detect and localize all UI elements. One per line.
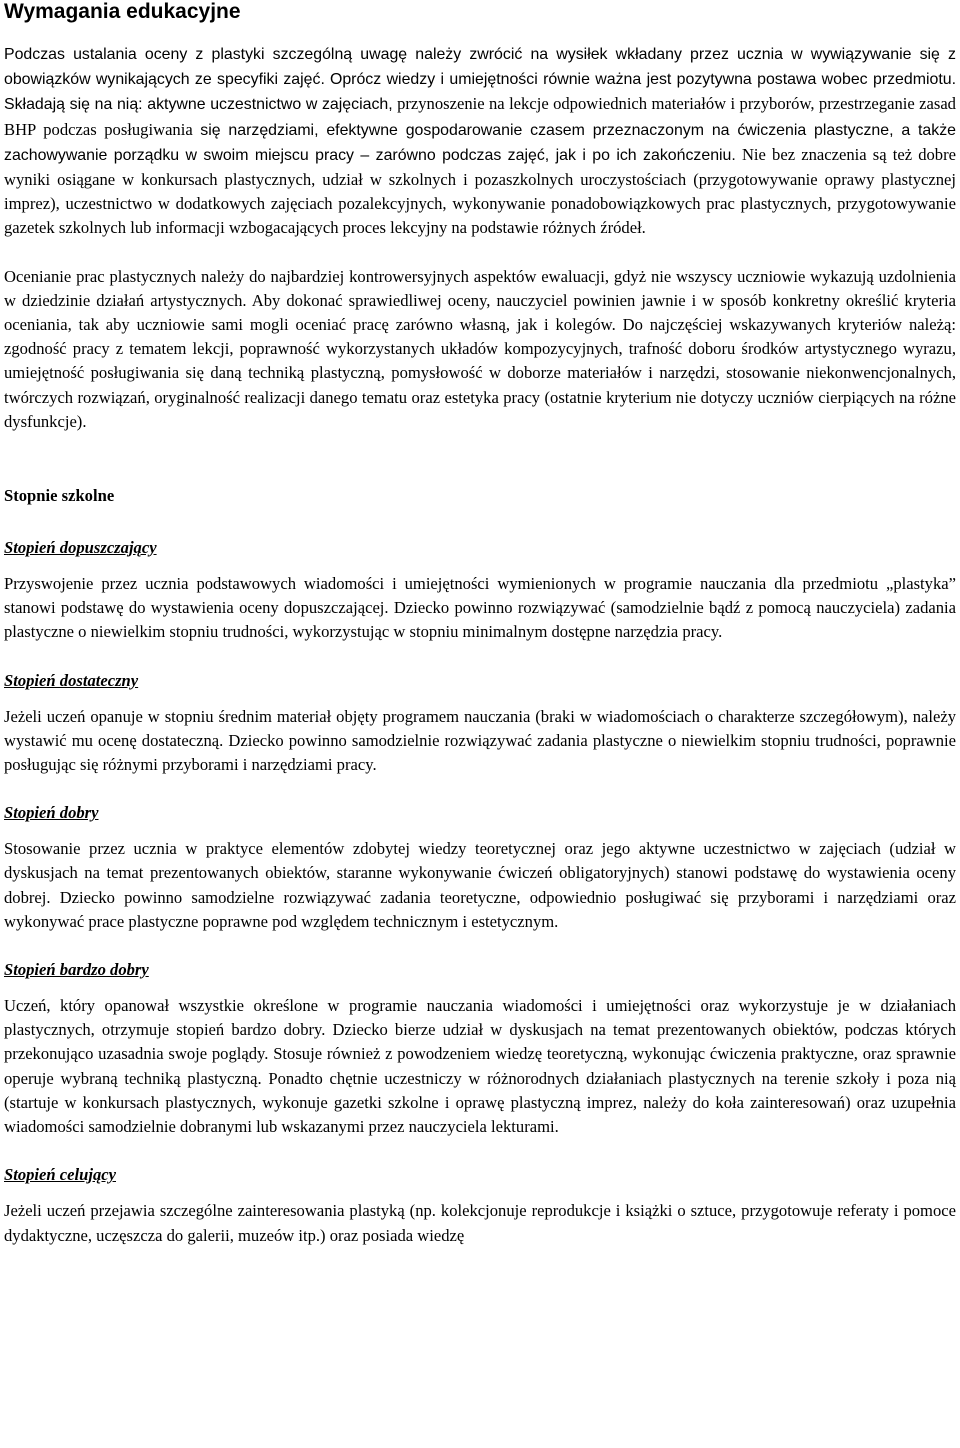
page-title: Wymagania edukacyjne [4,0,241,23]
grades-heading: Stopnie szkolne [4,486,115,506]
grade-description: Jeżeli uczeń opanuje w stopniu średnim materiał objęty programem nauczania (braki w wiadomościach o charakterze szczegółowym), należy wystawić mu ocenę dostateczną. Dziecko powinno samodzielnie rozwiązywać zadania plastyczne o niewielkim stopniu trudności, poprawnie posługując się różnymi przyborami i narzędziami pracy. [4,706,956,775]
spacer [4,645,956,669]
intro-sentence-3: Składają się na nią: aktywne uczestnictwo w zajęciach, [4,96,393,114]
spacer [4,560,956,572]
grade-description: Przyswojenie przez ucznia podstawowych wiadomości i umiejętności wymienionych w programie nauczania dla przedmiotu „plastyka” stanowi podstawę do wystawienia oceny dopuszczającej. Dziecko powinno rozwiązywać (samodzielnie bądź z pomocą nauczyciela) zadania plastyczne o niewielkim stopniu trudności, wykorzystując w stopniu minimalnym dostępne narzędzia pracy. [4,574,956,642]
spacer [4,241,956,265]
grade-section-celujacy [4,1163,956,1247]
spacer [4,777,956,801]
grade-section-bardzo-dobry [4,958,956,1139]
grade-description: Uczeń, który opanował wszystkie określone w programie nauczania wiadomości i umiejętności oraz wykorzystuje je w działaniach plastycznych, otrzymuje stopień bardzo dobry. Dziecko bierze udział w dyskusjach na temat prezentowanych obiektów, podczas których przekonująco uzasadnia swoje poglądy. Stosuje również z powodzeniem wiedzę teoretyczną, wykonując ćwiczenia praktyczne, oraz sprawnie operuje wybraną techniką plastyczną. Ponadto chętnie uczestniczy w różnorodnych działaniach plastycznych na terenie szkoły i poza nią (startuje w konkursach plastycznych, wykonuje gazetki szkolne i oprawę plastyczną imprez, należy do koła zainteresowań) oraz uzupełnia wiadomości samodzielnie dobranymi lub wskazanymi przez nauczyciela lekturami. [4,996,956,1137]
evaluation-paragraph [4,265,956,434]
grade-heading: Stopień dopuszczający [4,538,157,558]
spacer [4,1139,956,1163]
grade-section-dopuszczajacy [4,536,956,645]
document-page [4,0,956,1248]
spacer [4,508,956,536]
evaluation-sentence-1: Ocenianie prac plastycznych należy do najbardziej kontrowersyjnych aspektów ewaluacji, gdyż nie wszyscy uczniowie wykazują uzdolnienia w dziedzinie działań artystycznych. [4,266,956,310]
intro-paragraph [4,42,956,241]
spacer [4,1187,956,1199]
spacer [4,934,956,958]
spacer [4,982,956,994]
intro-sentence-5: się narzędziami, efektywne gospodarowanie czasem przeznaczonym na ćwiczenia plastyczne, a także zachowywanie porządku w swoim miejscu pracy – zarówno podczas zajęć, jak i po ich zakończeniu. [4,121,956,164]
grade-section-dobry [4,801,956,934]
spacer [4,825,956,837]
grade-heading: Stopień bardzo dobry [4,960,149,980]
intro-sentence-6: Nie bez znaczenia są też dobre wyniki osiągane w konkursach plastycznych, udział w szkolnych i pozaszkolnych uroczystościach (przygotowywanie oprawy plastycznej imprez), uczestnictwo w dodatkowych zajęciach pozalekcyjnych, wykonywanie ponadobowiązkowych prac plastycznych, przygotowywanie gazetek szkolnych lub informacji wzbogacających proces lekcyjny na podstawie różnych źródeł. [4,144,956,238]
spacer [4,693,956,705]
evaluation-sentence-2: Aby dokonać sprawiedliwej oceny, nauczyciel powinien jawnie i w sposób konkretny określić kryteria oceniania, tak aby uczniowie sami mogli oceniać pracę zarówno własną, jak i kolegów. Do najczęściej wskazywanych kryteriów należą: zgodność pracy z tematem lekcji, poprawność wykorzystanych układów kompozycyjnych, trafność doboru środków artystycznego wyrazu, umiejętność posługiwania się daną techniką plastyczną, pomysłowość w doborze materiałów i narzędzi, stosowanie niekonwencjonalnych, twórczych rozwiązań, oryginalność realizacji danego tematu oraz estetyka pracy (ostatnie kryterium nie dotyczy uczniów cierpiących na różne dysfunkcje). [4,290,957,431]
grade-description: Stosowanie przez ucznia w praktyce elementów zdobytej wiedzy teoretycznej oraz jego aktywne uczestnictwo w zajęciach (udział w dyskusjach na temat prezentowanych obiektów, staranne wykonywanie ćwiczeń obligatoryjnych) stanowi podstawę do wystawienia oceny dobrej. Dziecko powinno samodzielne rozwiązywać zadania teoretyczne, odpowiednio posługiwać się przyborami i narzędziami oraz wykonywać prace plastyczne poprawne pod względem technicznym i estetycznym. [4,839,956,931]
spacer [4,24,956,42]
intro-sentence-4: przynoszenie na lekcje odpowiednich materiałów i przyborów, przestrzeganie zasad BHP podczas posługiwania [4,94,956,139]
grade-heading: Stopień dostateczny [4,670,139,690]
grade-description: Jeżeli uczeń przejawia szczególne zainteresowania plastyką (np. kolekcjonuje reprodukcje i książki o sztuce, przygotowuje referaty i pomoce dydaktyczne, uczęszcza do galerii, muzeów itp.) oraz posiada wiedzę [4,1201,956,1245]
intro-sentence-1: Podczas ustalania oceny z plastyki szczególną uwagę należy zwrócić na wysiłek wkładany przez ucznia w wywiązywanie się z obowiązków wynikających ze specyfiki zajęć. [4,46,956,89]
grade-section-dostateczny [4,669,956,778]
spacer [4,434,956,484]
grade-heading: Stopień celujący [4,1165,116,1185]
grade-heading: Stopień dobry [4,803,99,823]
intro-sentence-2: Oprócz wiedzy i umiejętności równie ważna jest pozytywna postawa wobec przedmiotu. [329,71,956,89]
